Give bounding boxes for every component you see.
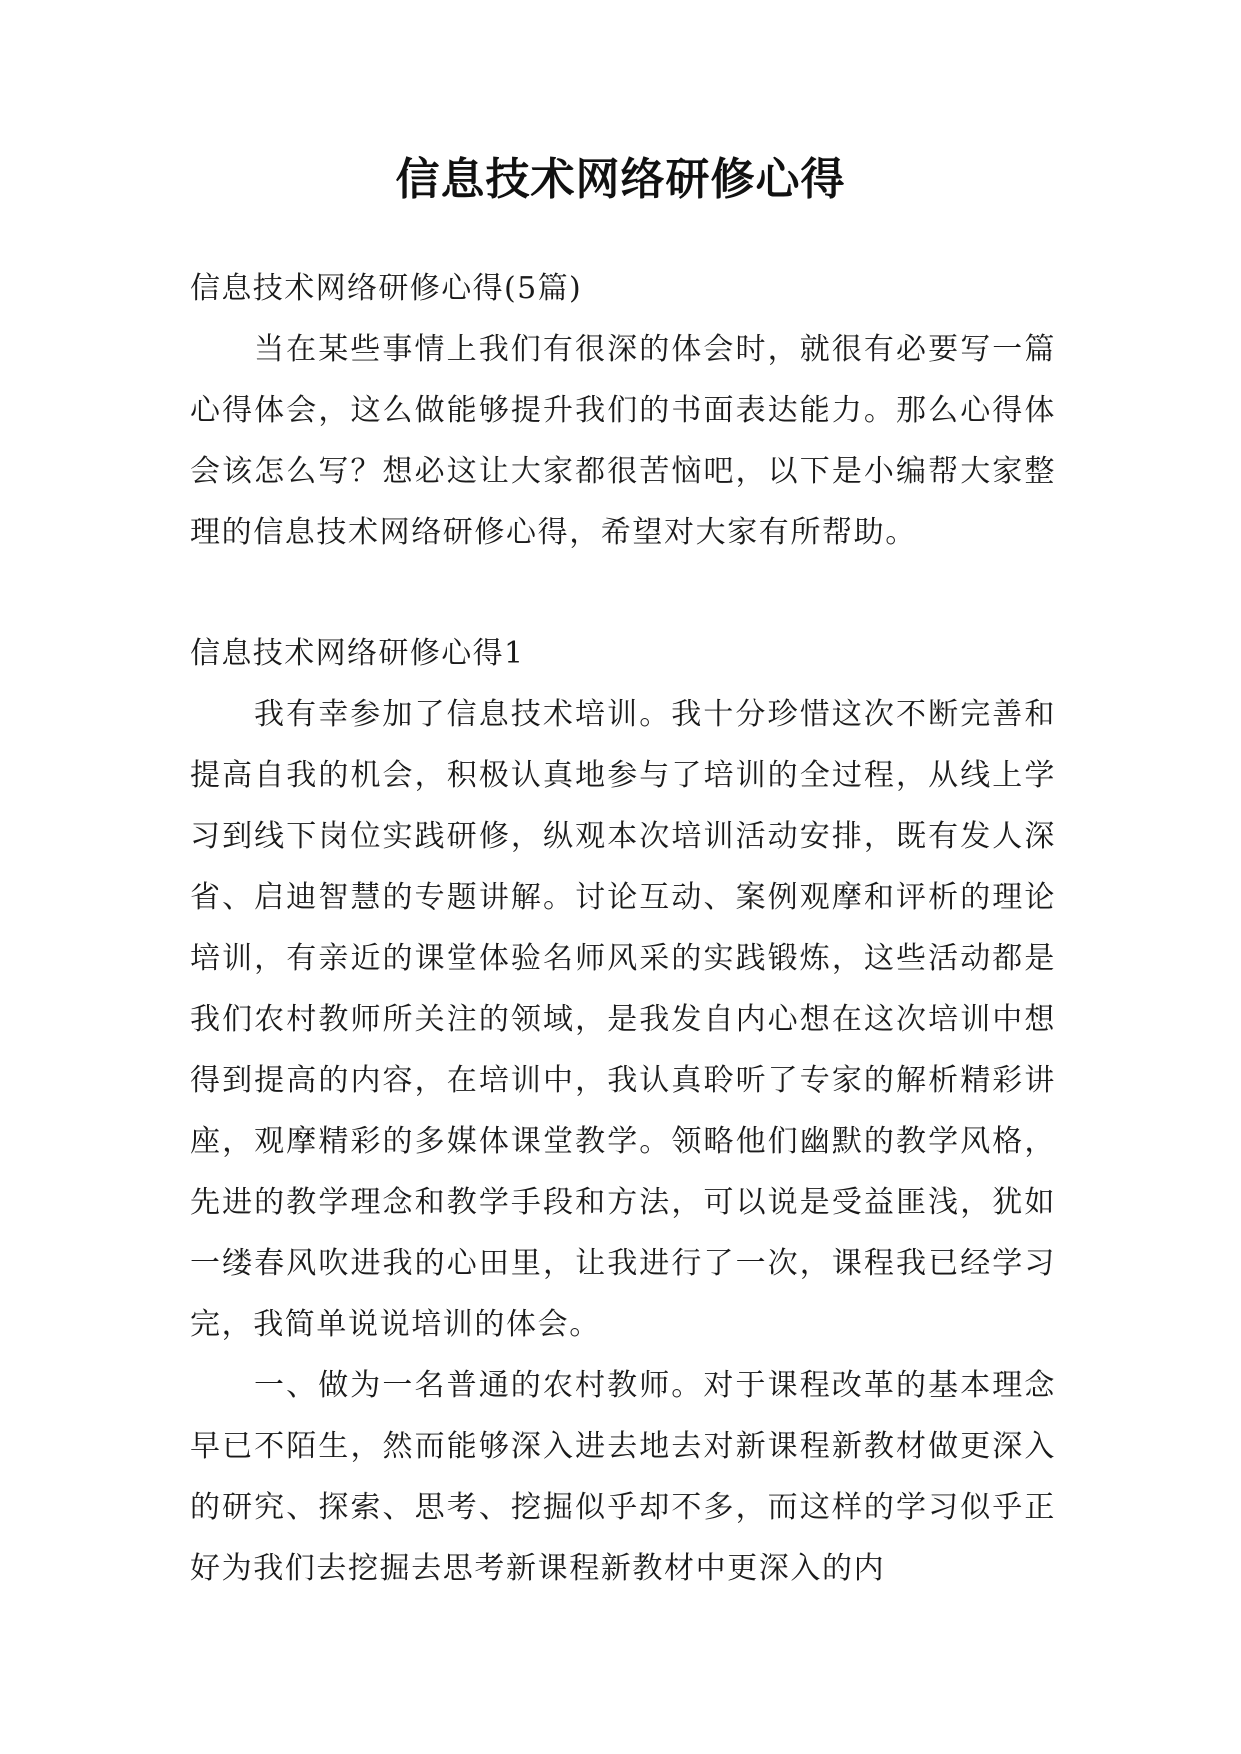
page-title: 信息技术网络研修心得 — [395, 154, 846, 205]
body-paragraph: 我有幸参加了信息技术培训。我十分珍惜这次不断完善和提高自我的机会，积极认真地参与了培训的全过程，从线上学习到线下岗位实践研修，纵观本次培训活动安排，既有发人深省、启迪智慧的专题讲解。讨论互动、案例观摩和评析的理论培训，有亲近的课堂体验名师风采的实践锻炼，这些活动都是我们农村教师所关注的领域，是我发自内心想在这次培训中想得到提高的内容，在培训中，我认真聆听了专家的解析精彩讲座，观摩精彩的多媒体课堂教学。领略他们幽默的教学风格，先进的教学理念和教学手段和方法，可以说是受益匪浅，犹如一缕春风吹进我的心田里，让我进行了一次，课程我已经学习完，我简单说说培训的体会。 — [190, 697, 1056, 1342]
document-subtitle: 信息技术网络研修心得(5篇) — [190, 271, 583, 306]
body-paragraph: 一、做为一名普通的农村教师。对于课程改革的基本理念早已不陌生，然而能够深入进去地去对新课程新教材做更深入的研究、探索、思考、挖掘似乎却不多，而这样的学习似乎正好为我们去挖掘去思考新课程新教材中更深入的内 — [190, 1368, 1056, 1586]
section-heading: 信息技术网络研修心得1 — [190, 636, 525, 671]
document-body — [190, 258, 1056, 1599]
intro-paragraph: 当在某些事情上我们有很深的体会时，就很有必要写一篇心得体会，这么做能够提升我们的书面表达能力。那么心得体会该怎么写？想必这让大家都很苦恼吧，以下是小编帮大家整理的信息技术网络研修心得，希望对大家有所帮助。 — [190, 332, 1056, 550]
section-spacer — [190, 563, 1056, 623]
